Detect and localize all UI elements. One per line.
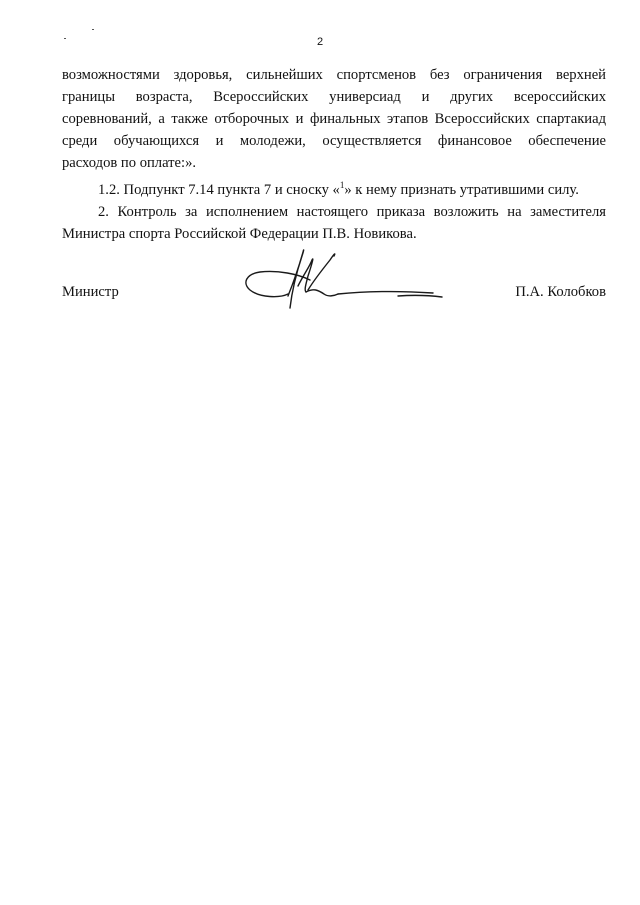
signatory-name: П.А. Колобков [515,284,606,300]
text-line: Министра спорта Российской Федерации П.В. Новикова. [62,225,417,242]
text-line: расходов по оплате:». [62,155,197,171]
page-number: 2 [316,36,324,48]
paragraph-continuation [62,64,606,174]
text-line: соревнований, а также отборочных и финальных этапов Всероссийских спартакиад [62,111,606,127]
document-body [62,64,606,245]
text-line: границы возраста, Всероссийских универсиад и других всероссийских [62,89,606,105]
footnote-mark: 1 [339,180,345,190]
text-line: среди обучающихся и молодежи, осуществляется финансовое обеспечение [62,133,606,149]
paragraph-clause-2 [62,201,606,245]
scan-speck [92,29,94,30]
clause-text: » к нему признать утратившими силу. [344,181,579,198]
clause-text: 1.2. Подпункт 7.14 пункта 7 и сноску « [98,181,340,198]
signatory-title: Министр [62,284,119,300]
signature-block [62,280,606,320]
text-line: возможностями здоровья, сильнейших спортсменов без ограничения верхней [62,67,606,83]
text-line: 2. Контроль за исполнением настоящего приказа возложить на заместителя [98,203,606,220]
paragraph-clause-1-2 [62,174,606,201]
